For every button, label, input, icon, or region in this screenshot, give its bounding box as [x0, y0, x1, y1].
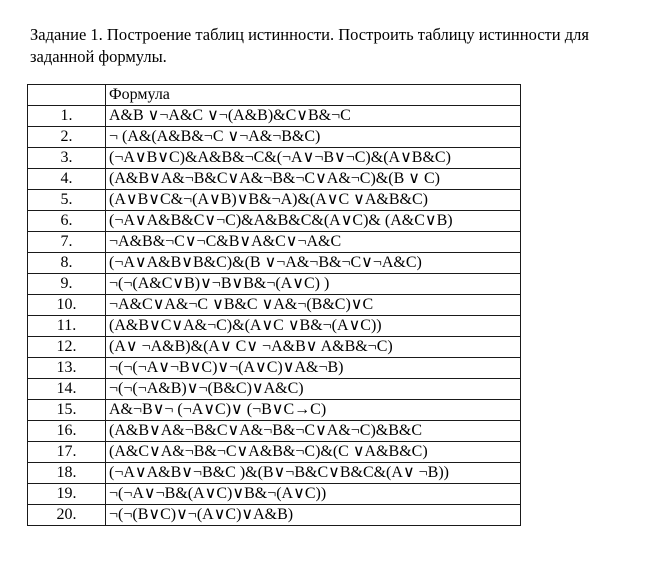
table-row: [28, 252, 521, 273]
table-row: [28, 357, 521, 378]
formula-text: ¬A&B&¬C∨¬C&B∨A&C∨¬A&C: [106, 231, 521, 252]
number-column-header: [28, 84, 106, 105]
row-number: 14.: [28, 378, 106, 399]
row-number: 12.: [28, 336, 106, 357]
table-row: [28, 105, 521, 126]
formula-text: ¬(¬(A&C∨B)∨¬B∨B&¬(A∨C) ): [106, 273, 521, 294]
row-number: 2.: [28, 126, 106, 147]
formula-text: (¬A∨A&B&C∨¬C)&A&B&C&(A∨C)& (A&C∨B): [106, 210, 521, 231]
row-number: 15.: [28, 399, 106, 420]
header-row: [28, 84, 521, 105]
table-row: [28, 420, 521, 441]
task-title: Задание 1. Построение таблиц истинности. Построить таблицу истинности для заданной формулы.: [30, 25, 589, 67]
table-row: [28, 483, 521, 504]
table-row: [28, 126, 521, 147]
formula-text: ¬ (A&(A&B&¬C ∨¬A&¬B&C): [106, 126, 521, 147]
formula-text: (A&B∨A&¬B&C∨A&¬B&¬C∨A&¬C)&(B ∨ C): [106, 168, 521, 189]
table-row: [28, 399, 521, 420]
formula-text: A&¬B∨¬ (¬A∨C)∨ (¬B∨C→C): [106, 399, 521, 420]
formula-text: ¬(¬(¬A∨¬B∨C)∨¬(A∨C)∨A&¬B): [106, 357, 521, 378]
table-row: [28, 294, 521, 315]
table-row: [28, 378, 521, 399]
table-row: [28, 231, 521, 252]
table-row: [28, 441, 521, 462]
formula-column-header: Формула: [106, 84, 521, 105]
row-number: 10.: [28, 294, 106, 315]
formula-text: (A&C∨A&¬B&¬C∨A&B&¬C)&(C ∨A&B&C): [106, 441, 521, 462]
formula-text: ¬(¬A∨¬B&(A∨C)∨B&¬(A∨C)): [106, 483, 521, 504]
row-number: 5.: [28, 189, 106, 210]
table-row: [28, 462, 521, 483]
row-number: 17.: [28, 441, 106, 462]
formula-table: [27, 84, 521, 526]
row-number: 4.: [28, 168, 106, 189]
formula-text: ¬(¬(¬A&B)∨¬(B&C)∨A&C): [106, 378, 521, 399]
row-number: 8.: [28, 252, 106, 273]
row-number: 1.: [28, 105, 106, 126]
row-number: 19.: [28, 483, 106, 504]
table-row: [28, 273, 521, 294]
formula-text: (A&B∨A&¬B&C∨A&¬B&¬C∨A&¬C)&B&C: [106, 420, 521, 441]
row-number: 18.: [28, 462, 106, 483]
row-number: 6.: [28, 210, 106, 231]
formula-text: (¬A∨A&B∨B&C)&(B ∨¬A&¬B&¬C∨¬A&C): [106, 252, 521, 273]
formula-text: (A∨B∨C&¬(A∨B)∨B&¬A)&(A∨C ∨A&B&C): [106, 189, 521, 210]
row-number: 11.: [28, 315, 106, 336]
formula-text: ¬A&C∨A&¬C ∨B&C ∨A&¬(B&C)∨C: [106, 294, 521, 315]
row-number: 7.: [28, 231, 106, 252]
formula-text: (A∨ ¬A&B)&(A∨ C∨ ¬A&B∨ A&B&¬C): [106, 336, 521, 357]
table-body: [28, 105, 521, 525]
row-number: 16.: [28, 420, 106, 441]
formula-text: (¬A∨A&B∨¬B&C )&(B∨¬B&C∨B&C&(A∨ ¬B)): [106, 462, 521, 483]
table-row: [28, 504, 521, 525]
formula-text: (¬A∨B∨C)&A&B&¬C&(¬A∨¬B∨¬C)&(A∨B&C): [106, 147, 521, 168]
row-number: 13.: [28, 357, 106, 378]
table-header: [28, 84, 521, 105]
row-number: 20.: [28, 504, 106, 525]
formula-text: ¬(¬(B∨C)∨¬(A∨C)∨A&B): [106, 504, 521, 525]
table-row: [28, 315, 521, 336]
formula-text: A&B ∨¬A&C ∨¬(A&B)&C∨B&¬C: [106, 105, 521, 126]
row-number: 3.: [28, 147, 106, 168]
table-row: [28, 168, 521, 189]
table-row: [28, 189, 521, 210]
table-row: [28, 210, 521, 231]
row-number: 9.: [28, 273, 106, 294]
table-row: [28, 147, 521, 168]
formula-text: (A&B∨C∨A&¬C)&(A∨C ∨B&¬(A∨C)): [106, 315, 521, 336]
table-row: [28, 336, 521, 357]
